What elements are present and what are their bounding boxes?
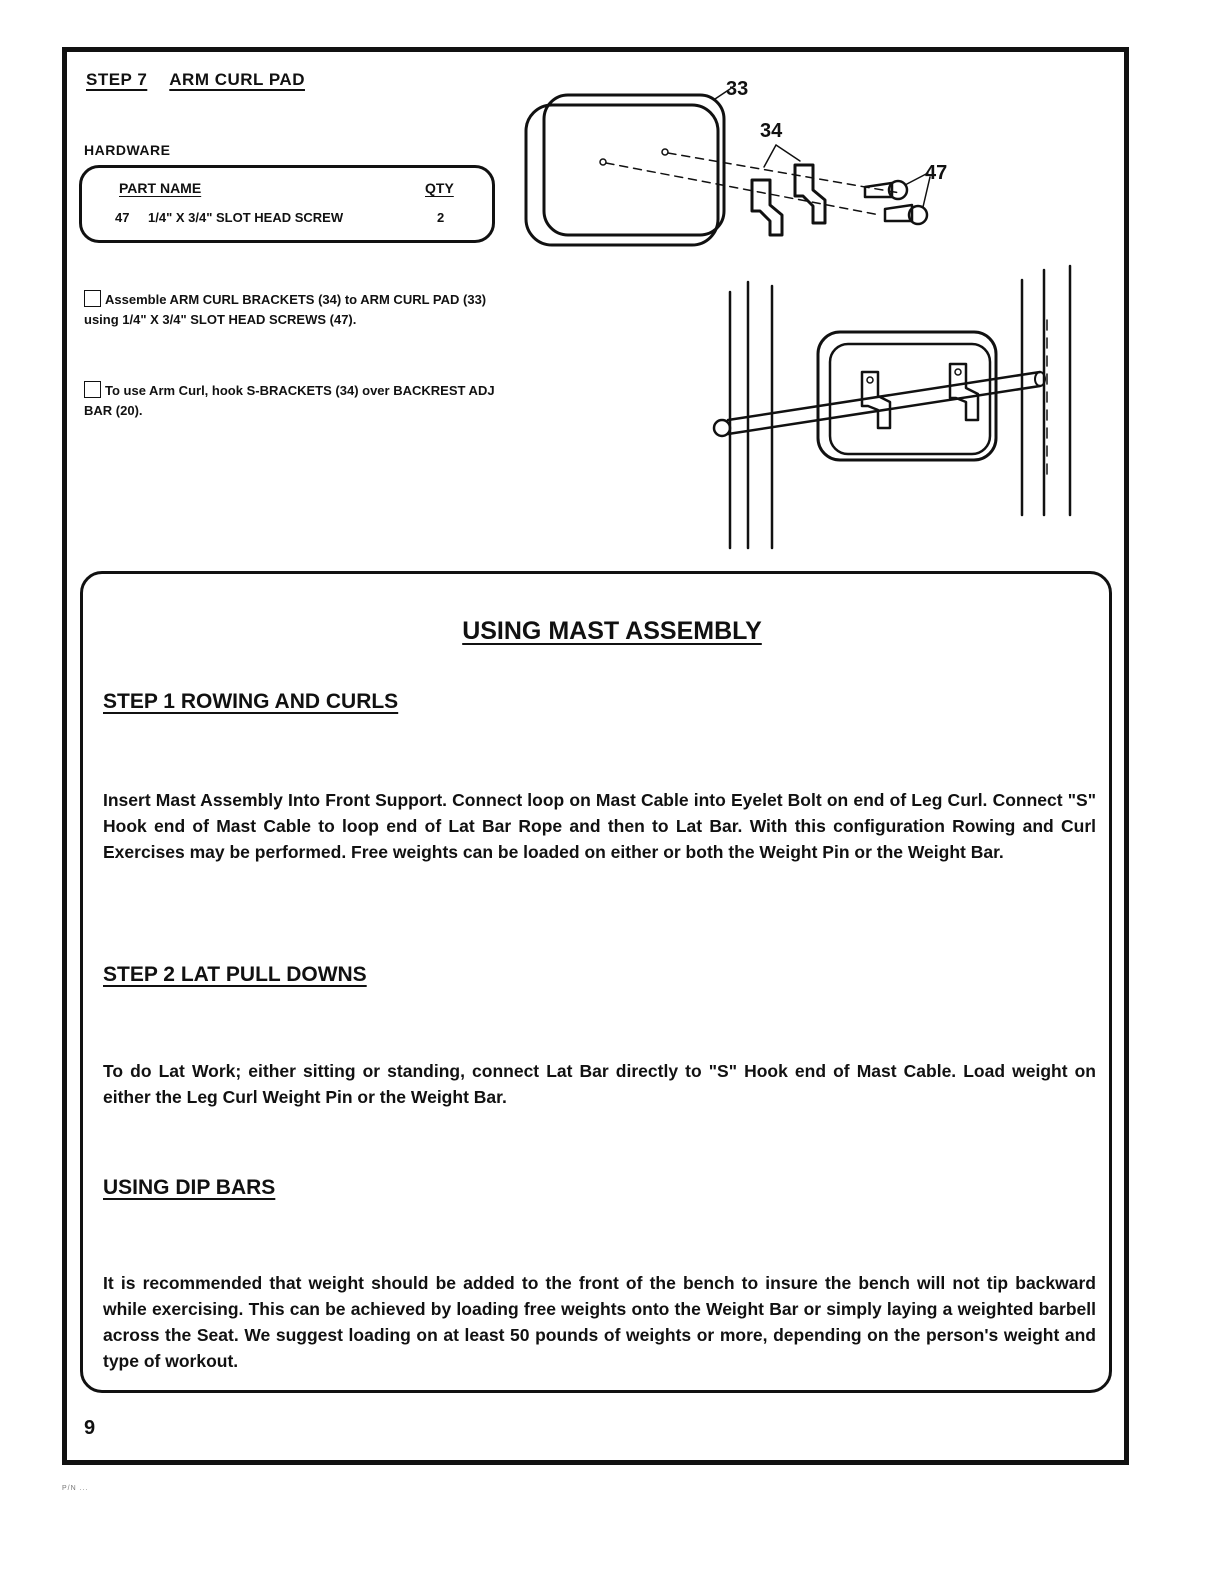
- callout-33: 33: [726, 78, 749, 100]
- callout-34: 34: [760, 120, 783, 142]
- hardware-col-qty: QTY: [425, 180, 454, 196]
- s-bracket: [950, 364, 978, 420]
- arm-curl-exploded-diagram: [520, 75, 960, 255]
- instruction-checkbox[interactable]: [84, 381, 101, 398]
- backrest-adj-bar-end: [714, 420, 730, 436]
- instruction-text: To use Arm Curl, hook S-BRACKETS (34) over BACKREST ADJ BAR (20).: [84, 383, 495, 418]
- mast-assembly-title: USING MAST ASSEMBLY: [462, 617, 762, 645]
- instruction-item: [84, 290, 496, 330]
- arm-curl-pad: [544, 95, 724, 235]
- callout-47: 47: [925, 162, 948, 184]
- hardware-row-description: 1/4" X 3/4" SLOT HEAD SCREW: [148, 210, 344, 225]
- dip-bars-paragraph: It is recommended that weight should be added to the front of the bench to insure the bench will not tip backward while exercising. This can be achieved by loading free weights onto the Weight Bar or simply laying a weighted barbell across the Seat. We suggest loading on at least 50 pounds of weights or more, depending on the person's weight and type of workout.: [103, 1273, 1096, 1371]
- footer-code: P/N ...: [62, 1485, 89, 1492]
- instruction-text: Assemble ARM CURL BRACKETS (34) to ARM CURL PAD (33) using 1/4" X 3/4" SLOT HEAD SCREWS (47).: [84, 292, 487, 327]
- hardware-row-qty: 2: [437, 210, 445, 225]
- step1-heading: STEP 1 ROWING AND CURLS: [103, 690, 399, 713]
- step2-heading: STEP 2 LAT PULL DOWNS: [103, 963, 367, 986]
- hardware-col-part: PART NAME: [119, 180, 202, 196]
- dip-bars-heading: USING DIP BARS: [103, 1176, 276, 1199]
- arm-curl-pad-back: [526, 105, 718, 245]
- step7-heading: STEP 7 ARM CURL PAD: [86, 70, 305, 89]
- s-bracket: [795, 165, 825, 223]
- hardware-row-part-number: 47: [115, 210, 130, 225]
- instruction-checkbox[interactable]: [84, 290, 101, 307]
- step2-paragraph: To do Lat Work; either sitting or standing, connect Lat Bar directly to "S" Hook end of Mast Cable. Load weight on either the Leg Curl Weight Pin or the Weight Bar.: [103, 1061, 1096, 1107]
- page-number: 9: [84, 1417, 96, 1439]
- instruction-item: [84, 381, 496, 421]
- arm-curl-installed-diagram: [700, 260, 1080, 550]
- step1-paragraph: Insert Mast Assembly Into Front Support. Connect loop on Mast Cable into Eyelet Bolt on end of Leg Curl. Connect "S" Hook end of Mast Cable to loop end of Lat Bar Rope and then to Lat Bar. With this configuration Rowing and Curl Exercises may be performed. Free weights can be loaded on either or both the Weight Pin or the Weight Bar.: [103, 790, 1096, 862]
- s-bracket: [752, 180, 782, 235]
- hardware-label: HARDWARE: [84, 142, 171, 158]
- hardware-table: [79, 165, 495, 243]
